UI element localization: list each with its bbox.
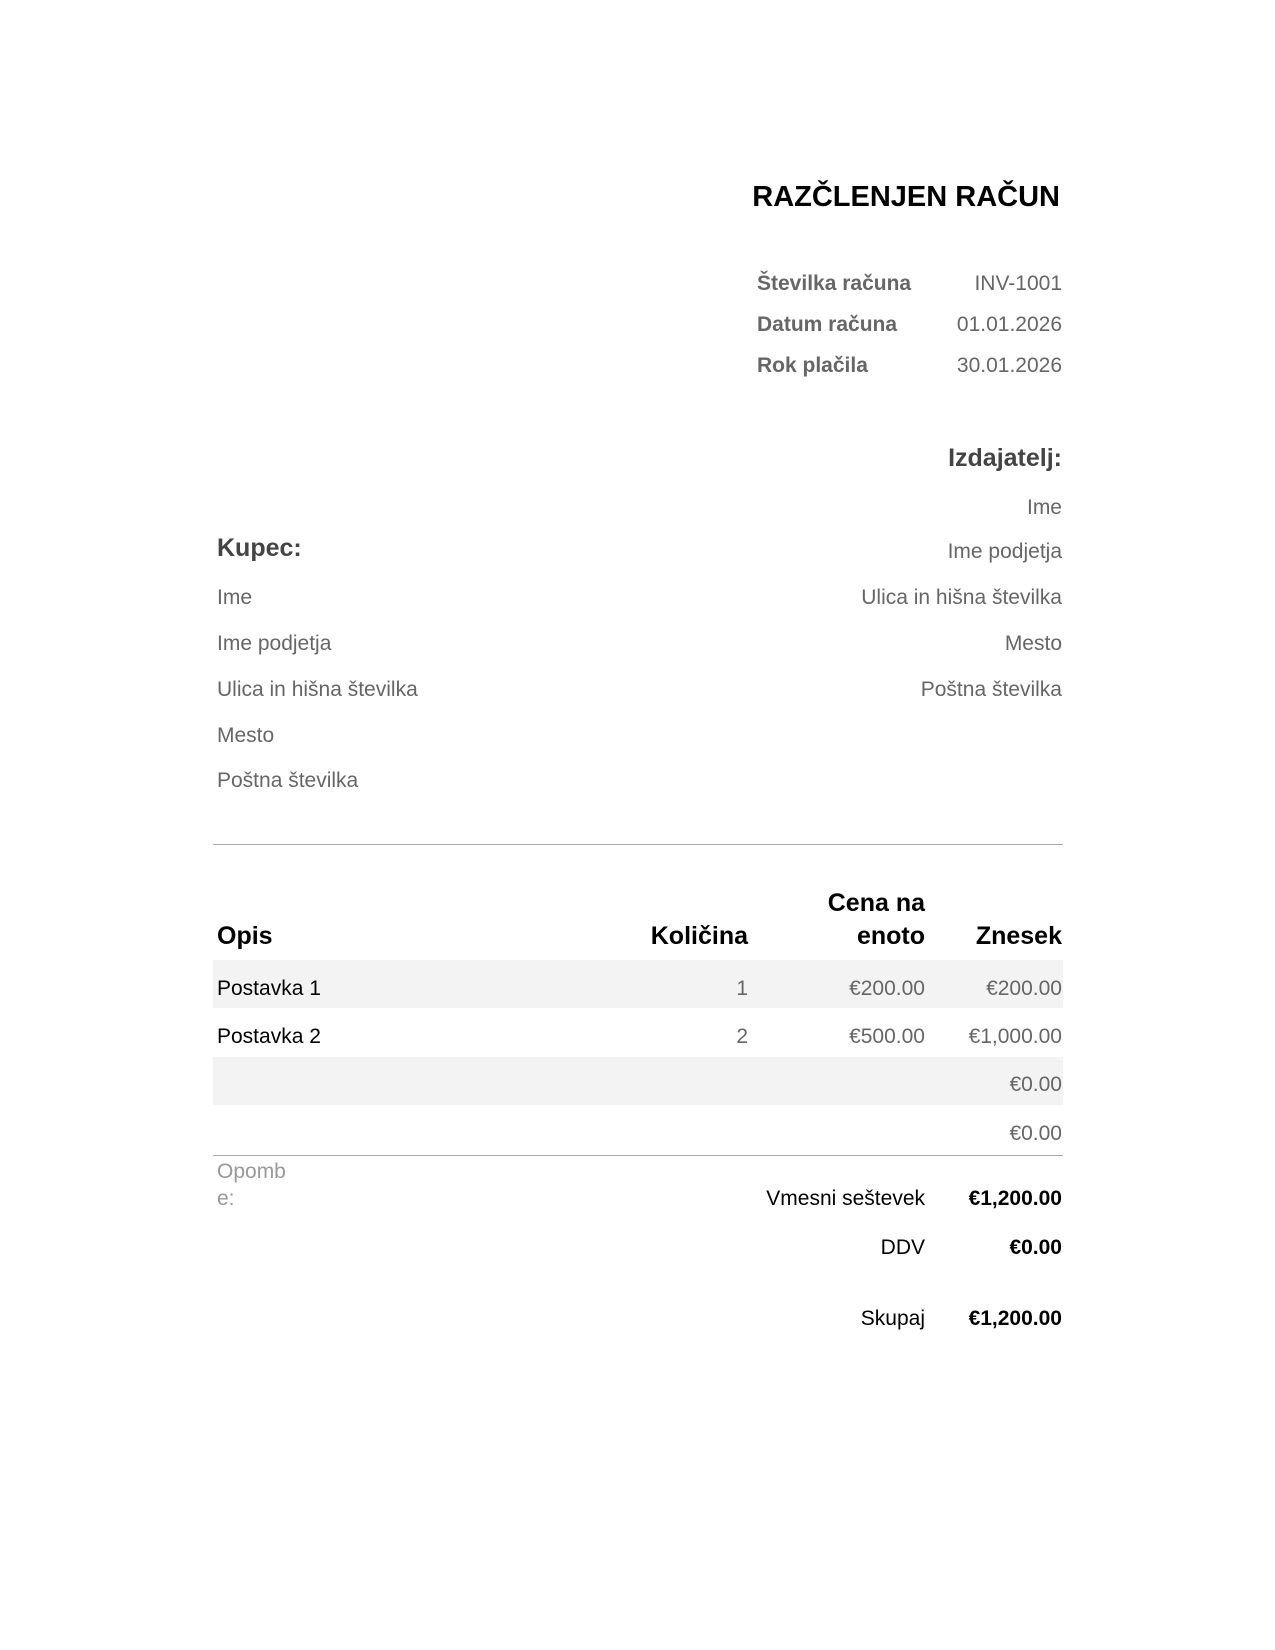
tax-value: €0.00 [1009,1236,1062,1259]
table-bottom-divider [213,1155,1063,1156]
invoice-date-value: 01.01.2026 [956,313,1062,336]
table-row-1-description: Postavka 1 [217,977,321,1000]
subtotal-label: Vmesni seštevek [766,1187,925,1210]
invoice-title: RAZČLENJEN RAČUN [752,181,1060,213]
table-row-2-quantity: 2 [736,1025,748,1048]
invoice-number-label: Številka računa [757,272,912,295]
issuer-city: Mesto [1004,632,1062,655]
issuer-heading: Izdajatelj: [948,444,1062,472]
buyer-company: Ime podjetja [217,632,332,655]
notes-label: Opombe: [217,1160,286,1210]
table-row-2-description: Postavka 2 [217,1025,321,1048]
table-row-3-amount: €0.00 [1009,1073,1062,1096]
due-date-value: 30.01.2026 [956,354,1062,377]
table-row-1-quantity: 1 [736,977,748,1000]
col-header-quantity: Količina [650,922,748,950]
table-row-2-amount: €1,000.00 [968,1025,1062,1048]
subtotal-value: €1,200.00 [968,1187,1062,1210]
col-header-unit-price: Cena na enoto [827,889,925,950]
buyer-postal-code: Poštna številka [217,769,359,792]
col-header-amount: Znesek [975,922,1062,950]
table-row-1-unit-price: €200.00 [849,977,925,1000]
tax-label: DDV [880,1236,925,1259]
total-value: €1,200.00 [968,1307,1062,1330]
buyer-heading: Kupec: [217,534,302,562]
buyer-city: Mesto [217,724,275,747]
table-row-1-amount: €200.00 [986,977,1062,1000]
issuer-name: Ime [1026,496,1062,519]
section-divider [213,844,1063,845]
invoice-number-value: INV-1001 [974,272,1062,295]
total-label: Skupaj [860,1307,925,1330]
issuer-company: Ime podjetja [947,540,1062,563]
buyer-name: Ime [217,586,253,609]
buyer-street: Ulica in hišna številka [217,678,418,701]
table-row-4-amount: €0.00 [1009,1122,1062,1145]
issuer-postal-code: Poštna številka [920,678,1062,701]
col-header-description: Opis [217,922,273,950]
issuer-street: Ulica in hišna številka [861,586,1062,609]
due-date-label: Rok plačila [757,354,868,377]
invoice-date-label: Datum računa [757,313,898,336]
table-row-2-unit-price: €500.00 [849,1025,925,1048]
